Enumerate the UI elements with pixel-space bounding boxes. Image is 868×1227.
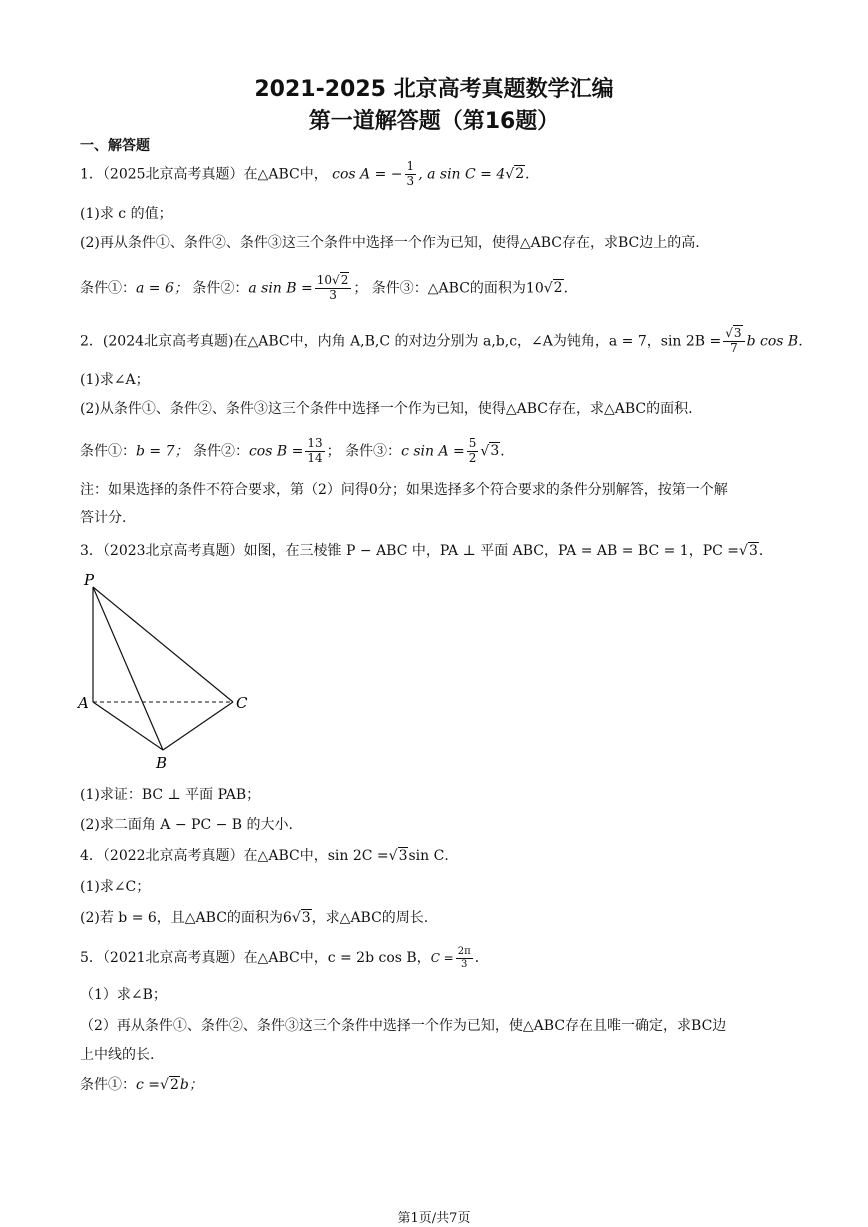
q1-cond1-label: 条件①： — [80, 280, 136, 297]
q4-part1: (1)求∠C； — [80, 879, 151, 895]
q2-cond2-pre: cos B = — [248, 443, 304, 460]
q1-number: 1． — [80, 166, 103, 183]
q5-part2-line2: 上中线的长. — [80, 1047, 155, 1063]
q5-cond1-end: b； — [179, 1077, 203, 1093]
q4-stem-text: 在△ABC中，sin 2C = — [243, 848, 389, 864]
q1-cond3-rad: 2 — [553, 280, 563, 297]
q1-cond2-fraction — [315, 274, 352, 303]
label-p: P — [84, 571, 95, 589]
q2-cond2-label: 条件②： — [192, 443, 249, 460]
q5-cond1 — [80, 1075, 203, 1095]
edge-bc — [163, 702, 233, 750]
q1-source: （2025北京高考真题） — [102, 166, 244, 183]
q1-frac-den: 3 — [406, 173, 415, 188]
label-b: B — [156, 754, 168, 772]
sqrt-icon: √ — [332, 273, 340, 287]
q4-part2-rad: 3 — [301, 910, 311, 926]
q2-cond2-end: ； — [326, 443, 341, 460]
q3-part2: (2)求二面角 A − PC − B 的大小. — [80, 817, 293, 833]
q1-cond1: a = 6； — [136, 280, 188, 297]
q2-frac-rad: 3 — [733, 326, 742, 340]
q2-stem-end: b cos B． — [746, 333, 813, 350]
q1-cond3-end: ． — [563, 280, 578, 297]
q5-cond1-rad: 2 — [169, 1077, 179, 1093]
q2-part2: (2)从条件①、条件②、条件③这三个条件中选择一个作为已知，使得△ABC存在，求△ABC的面积. — [80, 401, 693, 417]
q2-cond3-label: 条件③： — [345, 443, 402, 460]
q4-stem — [80, 846, 458, 866]
sqrt-icon: √ — [388, 848, 398, 864]
q2-part1: (1)求∠A； — [80, 372, 150, 388]
q3-stem — [80, 541, 773, 561]
sqrt-icon: √ — [160, 1077, 169, 1093]
edge-pc — [93, 587, 233, 702]
q2-note-line1: 注：如果选择的条件不符合要求，第（2）问得0分；如果选择多个符合要求的条件分别解答，按第一个解 — [80, 482, 728, 498]
q5-cond1-label: 条件①： — [80, 1077, 136, 1093]
q1-radicand: 2 — [515, 166, 525, 183]
q4-stem-end: sin C． — [408, 848, 459, 864]
q1-frac-num: 1 — [406, 159, 415, 173]
q2-cond2-den: 14 — [307, 450, 323, 465]
q2-cond1-label: 条件①： — [80, 443, 136, 460]
q2-cond3-end: ． — [500, 443, 515, 460]
q5-stem — [80, 946, 489, 970]
q3-stem-end: ． — [758, 543, 773, 559]
q2-stem-text: 在△ABC中，内角 A,B,C 的对边分别为 a,b,c，∠A为钝角，a = 7，sin 2B = — [233, 333, 722, 350]
q2-stem — [80, 327, 812, 356]
q5-cond1-pre: c = — [136, 1077, 161, 1093]
q3-source: （2023北京高考真题） — [102, 543, 244, 559]
q5-part2-line1: （2）再从条件①、条件②、条件③这三个条件中选择一个作为已知，使△ABC存在且唯一确定，求BC边 — [80, 1018, 727, 1034]
q1-part1: (1)求 c 的值； — [80, 206, 173, 222]
q1-cond3-text: △ABC的面积为10 — [427, 280, 544, 297]
q5-fraction — [456, 946, 473, 970]
q2-frac-num — [723, 327, 744, 342]
q4-part2-pre: (2)若 b = 6，且△ABC的面积为6 — [80, 910, 292, 926]
label-c: C — [236, 694, 248, 712]
q2-fraction — [723, 327, 744, 356]
q3-part1: (1)求证：BC ⊥ 平面 PAB； — [80, 787, 261, 803]
q3-stem-text: 如图，在三棱锥 P − ABC 中，PA ⊥ 平面 ABC，PA = AB = BC = 1，PC = — [243, 543, 740, 559]
label-a: A — [78, 694, 89, 712]
q1-part2: (2)再从条件①、条件②、条件③这三个条件中选择一个作为已知，使得△ABC存在，求BC边上的高. — [80, 235, 700, 251]
q2-cond2-fraction — [305, 437, 324, 466]
q5-frac-num: 2π — [457, 946, 471, 957]
q1-cond2-label: 条件②： — [192, 280, 249, 297]
q1-conditions — [80, 274, 578, 303]
sqrt-icon: √ — [291, 910, 301, 926]
q4-part2-end: ，求△ABC的周长. — [311, 910, 429, 926]
q1-eq-cos: cos A = − — [332, 166, 403, 183]
section-heading: 一、解答题 — [80, 138, 150, 154]
q2-cond3-den: 2 — [468, 450, 477, 465]
q1-fraction — [405, 160, 417, 189]
q1-cond2-pre: a sin B = — [248, 280, 313, 297]
sqrt-icon: √ — [739, 543, 748, 559]
q2-cond1: b = 7； — [136, 443, 189, 460]
q2-cond3-num: 5 — [468, 436, 477, 450]
q2-conditions — [80, 437, 514, 466]
q4-number: 4． — [80, 848, 103, 864]
q1-stem — [80, 160, 539, 189]
q2-cond2-num: 13 — [307, 436, 323, 450]
q1-cond2-den: 3 — [329, 287, 337, 302]
sqrt-icon: √ — [725, 326, 733, 340]
q2-cond3-pre: c sin A = — [401, 443, 465, 460]
sqrt-icon: √ — [543, 280, 553, 297]
q1-cond3-label: 条件③： — [371, 280, 428, 297]
q1-stem-text: 在△ABC中， — [243, 166, 328, 183]
q5-number: 5． — [80, 950, 103, 966]
page-footer: 第1页/共7页 — [397, 1211, 471, 1226]
q3-number: 3． — [80, 543, 103, 559]
q1-cond2-num-rad: 2 — [340, 273, 349, 287]
pyramid-figure — [70, 565, 270, 775]
q5-source: （2021北京高考真题） — [102, 950, 244, 966]
q4-part2 — [80, 908, 428, 928]
q5-eq-c: C = — [430, 951, 454, 965]
q1-cond2-end: ； — [353, 280, 368, 297]
page-subtitle: 第一道解答题（第16题） — [308, 109, 560, 134]
q5-part1: （1）求∠B； — [80, 987, 167, 1003]
sqrt-icon: √ — [505, 166, 515, 183]
q1-eq-sin: , a sin C = 4 — [418, 166, 506, 183]
q4-stem-rad: 3 — [398, 848, 408, 864]
q5-frac-den: 3 — [461, 958, 468, 970]
sqrt-icon: √ — [480, 443, 490, 460]
q4-source: （2022北京高考真题） — [102, 848, 244, 864]
q5-stem-text: 在△ABC中，c = 2b cos B， — [243, 950, 431, 966]
q2-cond3-rad: 3 — [490, 443, 500, 460]
q1-stem-end: ． — [525, 166, 540, 183]
q2-number: 2． — [80, 333, 103, 350]
page-title: 2021-2025 北京高考真题数学汇编 — [254, 77, 614, 102]
q2-frac-den: 7 — [730, 340, 738, 355]
q1-cond2-num — [315, 274, 352, 289]
q2-note-line2: 答计分. — [80, 510, 127, 526]
q5-stem-end: ． — [474, 950, 489, 966]
q3-stem-rad: 3 — [748, 543, 758, 559]
q2-source: (2024北京高考真题) — [102, 333, 234, 350]
q1-cond2-num-int: 10 — [316, 273, 333, 287]
q2-cond3-fraction — [467, 437, 479, 466]
